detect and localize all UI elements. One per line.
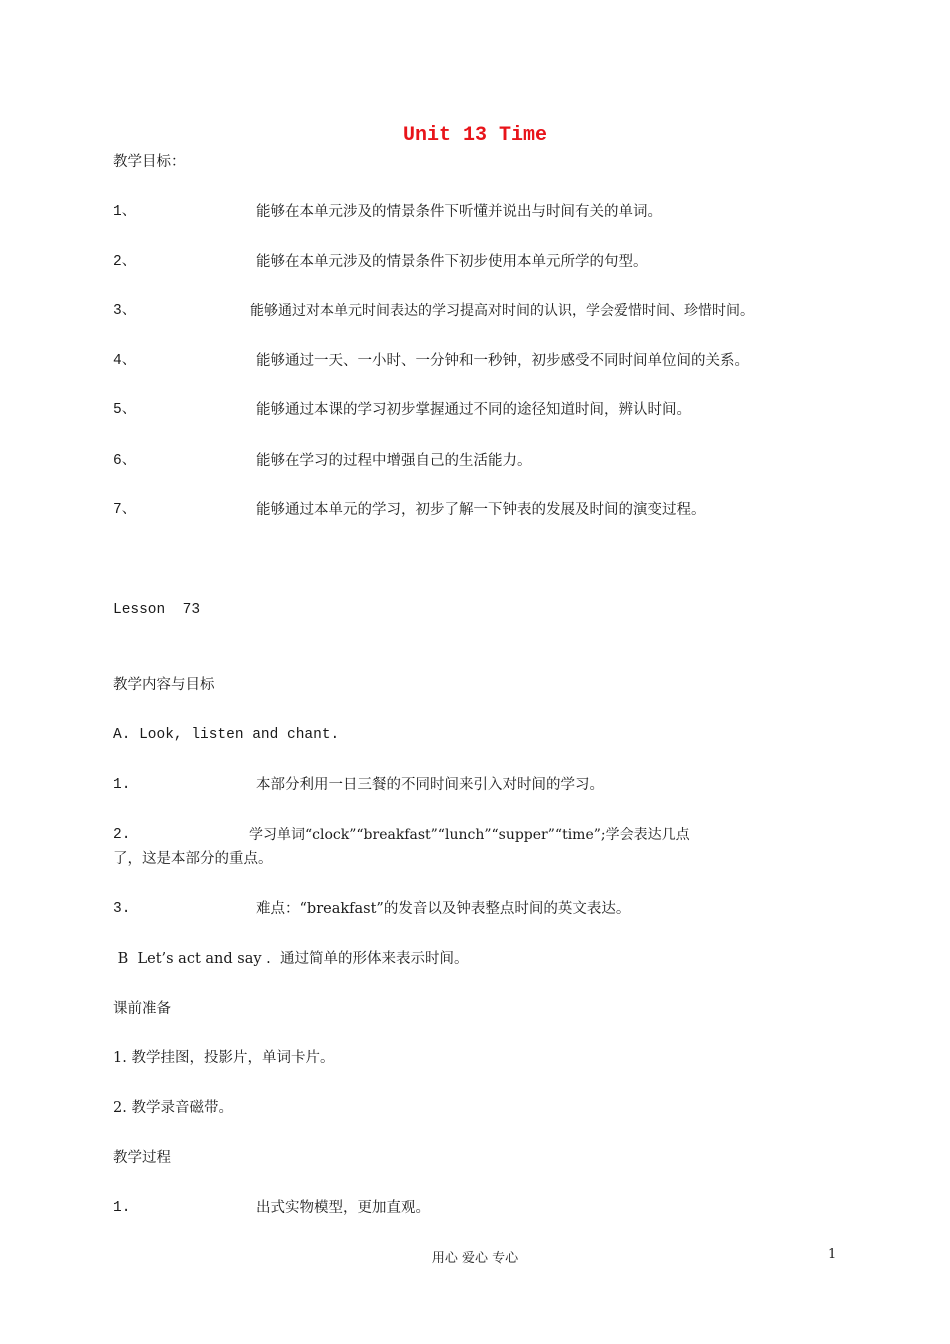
objective-number: 6、	[113, 453, 137, 469]
lesson-label: Lesson 73	[113, 602, 201, 618]
objective-number: 5、	[113, 402, 137, 418]
objective-text: 能够在本单元涉及的情景条件下初步使用本单元所学的句型。	[256, 254, 648, 270]
objective-number: 2、	[113, 254, 137, 270]
objective-number: 1、	[113, 204, 137, 220]
content-text: 难点：“breakfast”的发音以及钟表整点时间的英文表达。	[256, 901, 631, 917]
content-text: 学习单词“clock”“breakfast”“lunch”“supper”“time”;学会表达几点	[249, 827, 690, 843]
page-number: 1	[828, 1247, 837, 1262]
content-item-continuation: 了，这是本部分的重点。	[113, 851, 273, 867]
objective-text: 能够通过本单元的学习，初步了解一下钟表的发展及时间的演变过程。	[256, 502, 706, 518]
prep-item: 2. 教学录音磁带。	[113, 1100, 233, 1116]
prep-heading: 课前准备	[113, 1001, 171, 1017]
objective-text: 能够在学习的过程中增强自己的生活能力。	[256, 453, 532, 469]
process-number: 1.	[113, 1200, 131, 1216]
footer-slogan: 用心 爱心 专心	[431, 1251, 519, 1266]
objective-text: 能够通过对本单元时间表达的学习提高对时间的认识，学会爱惜时间、珍惜时间。	[250, 303, 754, 319]
objective-number: 7、	[113, 502, 137, 518]
objective-text: 能够通过一天、一小时、一分钟和一秒钟，初步感受不同时间单位间的关系。	[256, 353, 749, 369]
objective-number: 4、	[113, 353, 137, 369]
content-text: 本部分利用一日三餐的不同时间来引入对时间的学习。	[256, 777, 604, 793]
content-number: 1.	[113, 777, 131, 793]
content-number: 3.	[113, 901, 131, 917]
process-text: 出式实物模型，更加直观。	[256, 1200, 430, 1216]
objective-number: 3、	[113, 303, 137, 319]
process-heading: 教学过程	[113, 1150, 171, 1166]
document-title: Unit 13 Time	[402, 124, 548, 147]
prep-item: 1. 教学挂图，投影片，单词卡片。	[113, 1050, 335, 1066]
part-b-line: B Let’s act and say . 通过简单的形体来表示时间。	[113, 951, 469, 967]
objectives-heading: 教学目标：	[113, 154, 186, 170]
content-number: 2.	[113, 827, 131, 843]
objective-text: 能够在本单元涉及的情景条件下听懂并说出与时间有关的单词。	[256, 204, 662, 220]
objective-text: 能够通过本课的学习初步掌握通过不同的途径知道时间，辨认时间。	[256, 402, 691, 418]
content-heading: 教学内容与目标	[113, 677, 215, 693]
part-a-heading: A. Look, listen and chant.	[113, 727, 340, 743]
